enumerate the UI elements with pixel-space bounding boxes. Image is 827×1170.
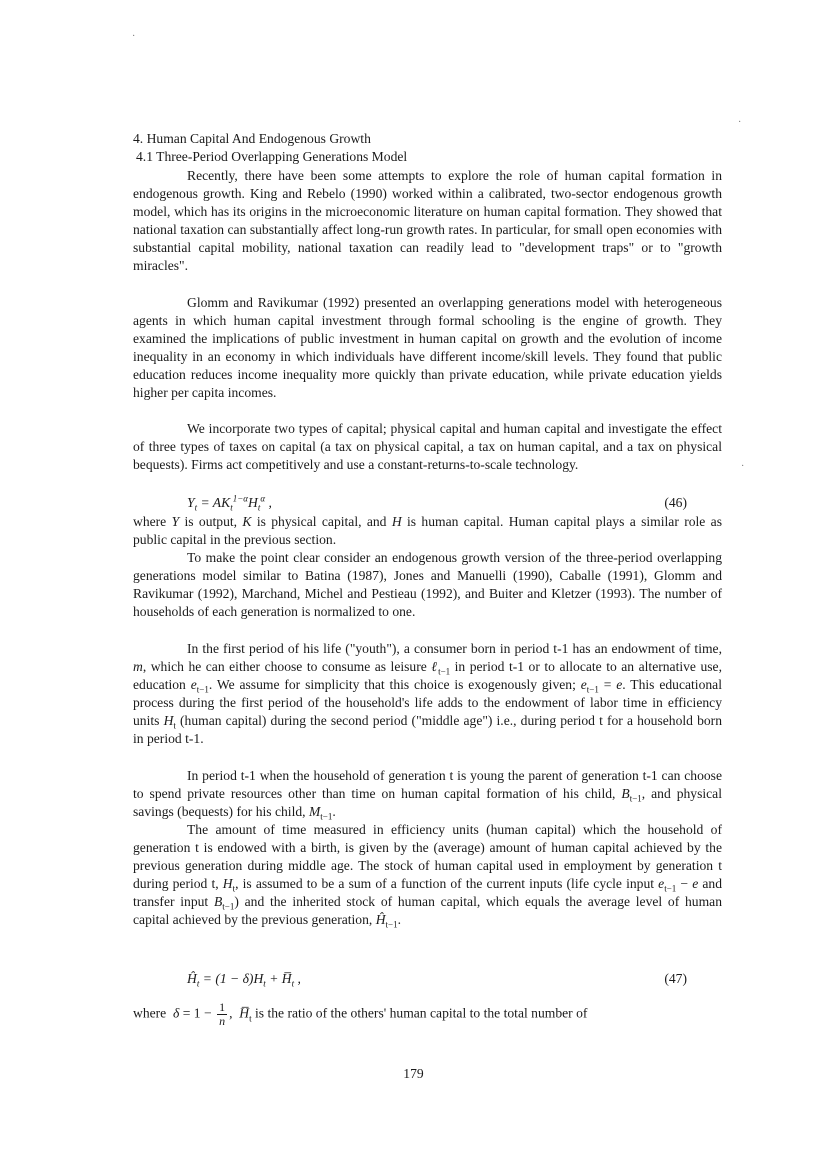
scan-speck: · — [738, 117, 742, 128]
equation-46-formula: $Y_t = AK_t^{1-\alpha}H_t^\alpha$ , — [187, 493, 272, 513]
scan-speck: · — [132, 31, 136, 42]
paragraph-youth-period: In the first period of his life ("youth"), a consumer born in period t-1 has an endowment of time, m, which he can either choose to consume as leisure ℓ$_{t-1}$ in period t-1 or to allocate to an alternative use, education $e_{t-1}$. We assume for simplicity that this choice is exogenously given; $e_{t-1} = e$. This educational process during the first period of the household's life adds to the endowment of labor time in efficiency units $H_t$ (human capital) during the second period ("middle age") i.e., during period t for a household born in period t-1. — [133, 641, 723, 747]
paragraph-glomm-ravikumar: Glomm and Ravikumar (1992) presented an overlapping generations model with heterogeneous agents in which human capital investment through formal schooling is the engine of growth. They examined the implications of public investment in human capital on growth and the evolution of income inequality in an economy in which individuals have different income/skill levels. They found that public education reduces income inequality more quickly than private education, while private education yields higher per capita incomes. — [133, 295, 722, 401]
equation-46-number: (46) — [664, 495, 687, 510]
fraction-1-over-n: $\frac{1}{n}$ — [219, 1000, 226, 1028]
paragraph-human-capital-stock: The amount of time measured in efficiency units (human capital) which the household of generation t is endowed with a birth, is given by the (average) amount of human capital achieved by the previous generation during middle age. The stock of human capital used in employment by generation t during period t, $H_t$, is assumed to be a sum of a function of the current inputs (life cycle input $e_{t-1} - e$ and transfer input $B_{t-1}$) and the inherited stock of human capital, which equals the average level of human capital achieved by the previous generation, $Ĥ_{t-1}$. — [133, 822, 722, 931]
equation-47-formula: $Ĥ_t = (1 - \delta)H_t$ + $H̅_t$ , — [187, 971, 301, 989]
paragraph-definitions: where Y is output, K is physical capital, and H is human capital. Human capital plays a similar role as public capital in the previous section. — [133, 514, 722, 548]
equation-47 — [187, 970, 687, 988]
equation-46 — [187, 494, 687, 512]
scan-speck: · — [741, 461, 745, 472]
equation-47-number: (47) — [664, 971, 687, 986]
paragraph-king-rebelo: Recently, there have been some attempts to explore the role of human capital formation in endogenous growth. King and Rebelo (1990) worked within a calibrated, two-sector endogenous growth model, which has its origins in the microeconomic literature on human capital formation. They showed that national taxation can substantially affect long-run growth rates. In particular, for small open economies with substantial capital mobility, national taxation can readily lead to "development traps" or to "growth miracles". — [133, 168, 722, 274]
paragraph-olg-model: To make the point clear consider an endogenous growth version of the three-period overlapping generations model similar to Batina (1987), Jones and Manuelli (1990), Caballe (1991), Glomm and Ravikumar (1992), Marchand, Michel and Pestieau (1992), and Buiter and Kletzer (1993). The number of households of each generation is normalized to one. — [133, 550, 722, 620]
page-number: 179 — [403, 1066, 424, 1081]
delta-definition-line: where δ = 1 − $\frac{1}{n}$ , $H̅_t$ is the ratio of the others' human capital to the total number of — [133, 1000, 588, 1028]
section-heading: 4. Human Capital And Endogenous Growth — [133, 131, 371, 146]
paragraph-two-capitals: We incorporate two types of capital; physical capital and human capital and investigate the effect of three types of taxes on capital (a tax on physical capital, a tax on human capital, and a tax on physical bequests). Firms act competitively and use a constant-returns-to-scale technology. — [133, 421, 722, 473]
subsection-heading: 4.1 Three-Period Overlapping Generations Model — [136, 149, 408, 164]
paragraph-bequests: In period t-1 when the household of generation t is young the parent of generation t-1 can choose to spend private resources other than time on human capital formation of his child, $B_{t-1}$, and physical savings (bequests) for his child, $M_{t-1}$. — [133, 768, 722, 822]
